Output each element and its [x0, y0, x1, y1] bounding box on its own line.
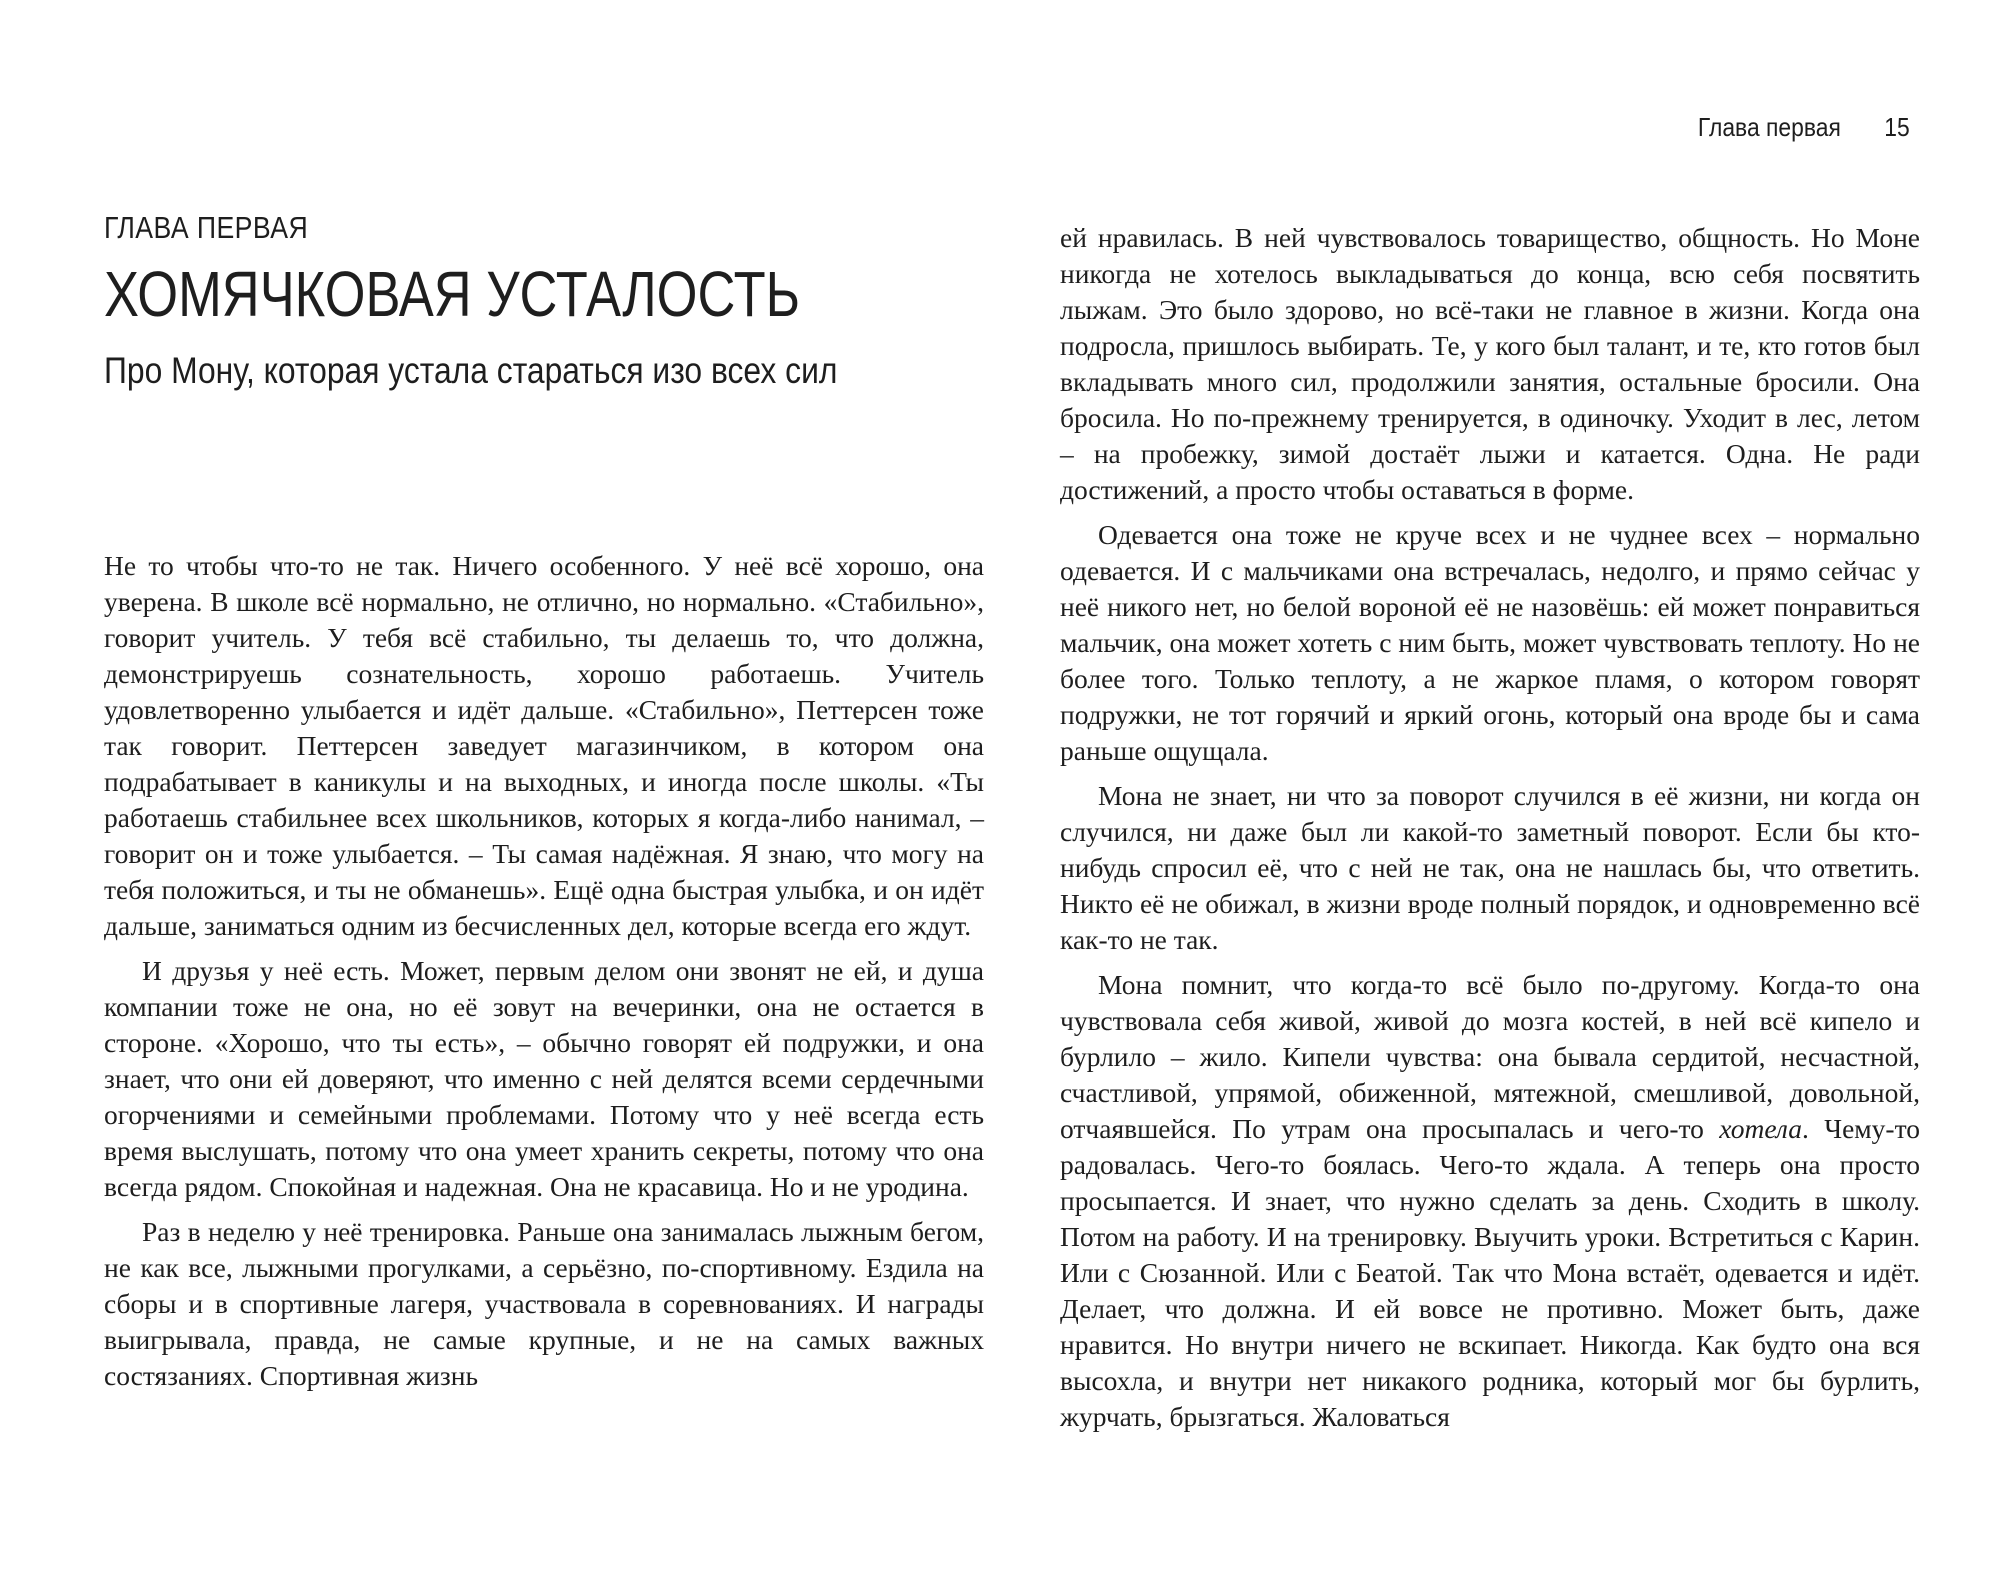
chapter-subtitle: Про Мону, которая устала стараться изо всех сил: [104, 350, 838, 391]
page-number: 15: [1884, 112, 1910, 142]
chapter-label: ГЛАВА ПЕРВАЯ: [104, 210, 309, 245]
paragraph: ей нравилась. В ней чувствовалось товарищество, общность. Но Моне никогда не хотелось выкладываться до конца, всю себя посвятить лыжам. Это было здорово, но всё-таки не главное в жизни. Когда она подросла, пришлось выбирать. Те, у кого был талант, и те, кто готов был вкладывать много сил, продолжили занятия, остальные бросили. Она бросила. Но по-прежнему тренируется, в одиночку. Уходит в лес, летом – на пробежку, зимой достаёт лыжи и катается. Одна. Не ради достижений, а просто чтобы оставаться в форме.: [1060, 222, 1920, 505]
paragraph: Одевается она тоже не круче всех и не чуднее всех – нормально одевается. И с мальчиками она встречалась, недолго, и прямо сейчас у неё никого нет, но белой вороной её не назовёшь: ей может понравиться мальчик, она может хотеть с ним быть, может чувствовать теплоту. Но не более того. Только теплоту, а не жаркое пламя, о котором говорят подружки, не тот горячий и яркий огонь, который она вроде бы и сама раньше ощущала.: [1060, 519, 1920, 766]
right-text-column: [1060, 220, 1920, 1444]
paragraph: Мона не знает, ни что за поворот случился в её жизни, ни когда он случился, ни даже был ли какой-то заметный поворот. Если бы кто-нибудь спросил её, что с ней не так, она не нашлась бы, что ответить. Никто её не обижал, в жизни вроде полный порядок, и одновременно всё как-то не так.: [1060, 780, 1920, 955]
paragraph: И друзья у неё есть. Может, первым делом они звонят не ей, и душа компании тоже не она, но её зовут на вечеринки, она не остается в стороне. «Хорошо, что ты есть», – обычно говорят ей подружки, и она знает, что они ей доверяют, что именно с ней делятся всеми сердечными огорчениями и семейными проблемами. Потому что у неё всегда есть время выслушать, потому что она умеет хранить секреты, потому что она всегда рядом. Спокойная и надежная. Она не красавица. Но и не уродина.: [104, 955, 984, 1202]
running-head-title: Глава первая: [1698, 112, 1842, 142]
paragraph: Раз в неделю у неё тренировка. Раньше она занималась лыжным бегом, не как все, лыжными прогулками, а серьёзно, по-спортивному. Ездила на сборы и в спортивные лагеря, участвовала в соревнованиях. И награды выигрывала, правда, не самые крупные, и не на самых важных состязаниях. Спортивная жизнь: [104, 1216, 984, 1391]
running-head: [1698, 112, 1910, 143]
paragraph-text: . Чему-то радовалась. Чего-то боялась. Чего-то ждала. А теперь она просто просыпается. И знает, что нужно сделать за день. Сходить в школу. Потом на работу. И на тренировку. Выучить уроки. Встретиться с Карин. Или с Сюзанной. Или с Беатой. Так что Мона встаёт, одевается и идёт. Делает, что должна. И ей вовсе не противно. Может быть, даже нравится. Но внутри ничего не вскипает. Никогда. Как будто она вся высохла, и внутри нет никакого родника, который мог бы бурлить, журчать, брызгаться. Жаловаться: [1060, 1113, 1920, 1432]
chapter-title: ХОМЯЧКОВАЯ УСТАЛОСТЬ: [104, 258, 801, 330]
paragraph-text: Мона помнит, что когда-то всё было по-другому. Когда-то она чувствовала себя живой, живой до мозга костей, в ней всё кипело и бурлило – жило. Кипели чувства: она бывала сердитой, несчастной, счастливой, упрямой, обиженной, мятежной, смешливой, довольной, отчаявшейся. По утрам она просыпалась и чего-то: [1060, 969, 1920, 1144]
italic-emphasis: хотела: [1719, 1113, 1802, 1144]
paragraph: [1060, 967, 1920, 1435]
paragraph: Не то чтобы что-то не так. Ничего особенного. У неё всё хорошо, она уверена. В школе всё нормально, не отлично, но нормально. «Стабильно», говорит учитель. У тебя всё стабильно, ты делаешь то, что должна, демонстрируешь сознательность, хорошо работаешь. Учитель удовлетворенно улыбается и идёт дальше. «Стабильно», Петтерсен тоже так говорит. Петтерсен заведует магазинчиком, в котором она подрабатывает в каникулы и на выходных, и иногда после школы. «Ты работаешь стабильнее всех школьников, которых я когда-либо нанимал, – говорит он и тоже улыбается. – Ты самая надёжная. Я знаю, что могу на тебя положиться, и ты не обманешь». Ещё одна быстрая улыбка, и он идёт дальше, заниматься одним из бесчисленных дел, которые всегда его ждут.: [104, 550, 984, 941]
left-text-column: [104, 548, 984, 1403]
